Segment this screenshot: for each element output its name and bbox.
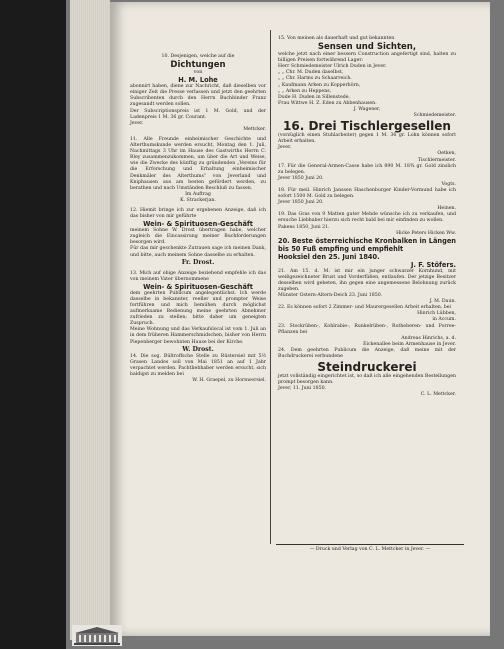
notice-17-body: 17. Für die General-Armen-Casse habe ich 890 M. 18¾ gr. Gold zinslich zu belegen. (278, 163, 456, 175)
notice-12-body3: Für das mir geschenkte Zutrauen sage ich meinen Dank, und bitte, auch meinem Sohne dasselbe zu erhalten. (130, 246, 266, 258)
notice-18-sig: Heinen. (437, 206, 456, 212)
notice-16-sig2: Tischlermeister. (417, 157, 456, 163)
notice-10-title: Dichtungen (170, 60, 226, 71)
imprint-text: — Druck und Verlag von C. L. Mettcker in Jever. — (309, 547, 431, 552)
notice-10-author: H. M. Lohe (178, 76, 218, 85)
column-divider (270, 30, 271, 544)
notice-23-sig: Andreas Hinrichs, a. d. (401, 335, 456, 341)
notice-16-title: 16. Drei Tischlergesellen (283, 119, 451, 134)
notice-24-place: Jever, 11. Juni 1850. (278, 386, 327, 392)
notice-21-sig: J. M. Daun. (429, 299, 456, 305)
notice-23-body: 23. Stockrüben-, Kohlrabie-, Runkelrüben-, Rotheberen- und Porree-Pflanzen bei (278, 323, 456, 335)
notice-24-body2: jetzt vollständig eingerichtet ist, so daß ich alle eingehenden Bestellungen prompt besorgen kann. (278, 374, 456, 386)
notice-24-title: Steindruckerei (317, 360, 417, 375)
notice-15-sig2: Schmiedemeister. (413, 113, 456, 119)
notice-20-title: 20. Beste österreichische Kronbalken in Längen bis 50 Fuß empfing und empfiehlt (278, 236, 456, 253)
notice-15-list-3: „ Kaufmann Arken zu Kopperhörn, (278, 82, 361, 88)
notice-11-sig: Im Auftrag (185, 191, 211, 197)
left-column (130, 54, 266, 384)
notice-17-place: Jever 1850 Juni 20. (278, 175, 324, 181)
notice-21-place: Münster Ostern-Altern-Deich 23. Juni 1850. (278, 293, 383, 299)
notice-13-sig: W. Drost. (182, 345, 214, 353)
notice-15-list-1: „ „ Chr. M. Duden daselbst, (278, 70, 344, 76)
notice-15-list-6: Frau Wittwe H. Z. Eden zu Abbenhausen. (278, 100, 377, 106)
notice-15-list-5: Dude H. Duden in Sillenstede, (278, 94, 351, 100)
notice-13-title: Wein- & Spirituosen-Geschäft (143, 282, 253, 291)
notice-13-body1: 13. Mich auf obige Anzeige beziehend empfehle ich das von meinem Vater übernommene (130, 270, 266, 282)
library-building-logo-icon (72, 625, 122, 646)
notice-23-sig2: Eickenallee beim Armenhause in Jever. (363, 341, 456, 347)
notice-18-place: Jever 1850 Juni 20. (278, 200, 324, 206)
notice-18-body: 18. Für meil. Hinrich Janssen Haschenburger Kinder-Vormund habe ich sofort 1500 M. Gold zu belegen. (278, 187, 456, 200)
notice-20-place: Hooksiel den 25. Juni 1840. (278, 252, 380, 261)
notice-10-firm: Mettcker. (243, 126, 266, 132)
notice-15-list-0: Herr Schmiedemeister Ulrich Duden in Jever. (278, 64, 387, 70)
notice-19-place: Pakens 1850, Juni 21. (278, 224, 330, 230)
notice-24-sig: C. L. Mettcker. (420, 392, 456, 398)
notice-15-title: Sensen und Sichten, (317, 42, 417, 53)
notice-15-body: 15. Von meinen als dauerhaft und gut bekannten (278, 36, 395, 41)
notice-13-body2: dem geehrten Publicum angelegentlichst. Ich werde dasselbe in bekannter, reeller und prompter Weise fortführen und mich bemühen durch möglichst aufmerksame Bedienung meine geehrten Abnehmer zufrieden zu stellen; bitte daher um geneigten Zuspruch. (130, 290, 266, 327)
notice-20-sig: J. F. Stöfers. (410, 260, 456, 269)
imprint-footer (276, 544, 464, 552)
right-column (278, 36, 456, 399)
notice-15-list-2: „ „ Chr. Harms zu Schaarreich. (278, 76, 352, 82)
notice-10-place: Jever. (130, 120, 144, 126)
notice-15-list-4: „ „ Arken zu Heppens, (278, 88, 332, 94)
page-stack-edges (70, 0, 110, 640)
notice-10-price: Der Subscriptionspreis ist 1 M. Gold, und der Ladenpreis 1 M. 36 gr. Courant. (130, 108, 266, 120)
notice-11-body: 11. Alle Freunde einheimischer Geschichte und Alterthumskunde werden ersucht, Montag den 1. Juli, Nachmittags 3 Uhr im Hause des Gastwirths Herrn C. Bley zusammenzukommen, um über die Art und Weise, wie die Zwecke des künftig zu gründenden „Vereins für die Erforschung und Erhaltung einheimischer Denkmäler des Alterthums“ von Jeverland und Kniphausen aus am besten gefördert werden, zu berathen und nach Umständen Beschluß zu fassen. (130, 136, 266, 191)
notice-10-von: von (193, 70, 203, 76)
notice-19-sig: Hicke Peters Hicken Ww. (396, 230, 456, 236)
notice-12-sig: Fr. Drost. (181, 258, 215, 266)
notice-16-place: Jever. (278, 145, 292, 151)
notice-22-sig: Hinrich Lübben, (417, 311, 456, 317)
notice-10-body: abonnirt haben, diene zur Nachricht, daß dieselben vor einiger Zeit die Presse verlassen und jetzt den geehrten Subscribenten durch den Herrn Buchbinder Franz zugesandt werden sollen. (130, 84, 266, 108)
notice-17-sig: Vogts. (441, 181, 456, 187)
notice-19-body: 19. Das Gras von 9 Matten guter Mehde wünsche ich zu verkaufen, und ersuche Liebhaber hierzu sich recht bald bei mir einfinden zu wollen. (278, 212, 456, 224)
notice-16-sig: Oetken, (437, 151, 456, 157)
notice-14-sig: W. H. Graepel, zu Hornwersiel. (192, 378, 266, 384)
notice-24-body: 24. Dem geehrten Publicum die Anzeige, daß meine mit der Buchdruckerei verbundene (278, 347, 456, 360)
notice-21-body: 21. Am 15. d. M. ist mir ein junger schwarzer Kornhund, mit weißgezeichneter Brust und Vorderfüßen, entlaufen. Der jetzige Besitzer desselben wird gebeten, ihn gegen eine angemessene Belohnung zurück zugeben. (278, 268, 456, 292)
notice-14-body: 14. Die sog. Bültroffsche Stelle zu Rüstersiel mit 5½ Grasen Landes soll von Mai 1851 an auf 1 Jahr verpachtet werden. Pachtliebhaber werden ersucht, sich baldigst zu melden bei (130, 353, 266, 377)
notice-15-sig: J. Wagener, (353, 106, 381, 112)
notice-10-intro: 10. Desjenigen, welche auf die (161, 54, 235, 59)
notice-12-body2: meinem Sohne W. Drost übertragen habe, welcher zugleich die Eincassirung meiner Buchforderungen besorgen wird. (130, 228, 266, 246)
notice-22-sig2: in Accum. (432, 317, 456, 323)
notice-15-body2: welche jetzt nach einer bessern Construction angefertigt sind, halten zu billigen Preisen fortwährend Lager: (278, 52, 456, 64)
notice-12-title: Wein- & Spirituosen-Geschäft (143, 220, 253, 229)
notice-16-body: (vorzüglich einen Stuhlarbeiter) gegen 1 M. 36 gr. Lohn können sofort Arbeit erhalten. (278, 133, 456, 145)
notice-11-name: K. Strackerjan. (180, 197, 216, 203)
notice-12-body1: 12. Hiemit bringe ich zur ergebenen Anzeige, daß ich das bisher von mir geführte (130, 207, 266, 220)
notice-13-body3: Meine Wohnung und das Verkaufslocal ist vom 1. Juli an in dem früheren Hammerschmidschen, bisher von Herrn Piepenberger bewohnten Hause bei der Kirche. (130, 327, 266, 345)
notice-22-body: 22. Es können sofort 2 Zimmer- und Maurergesellen Arbeit erhalten, bei (278, 305, 452, 311)
